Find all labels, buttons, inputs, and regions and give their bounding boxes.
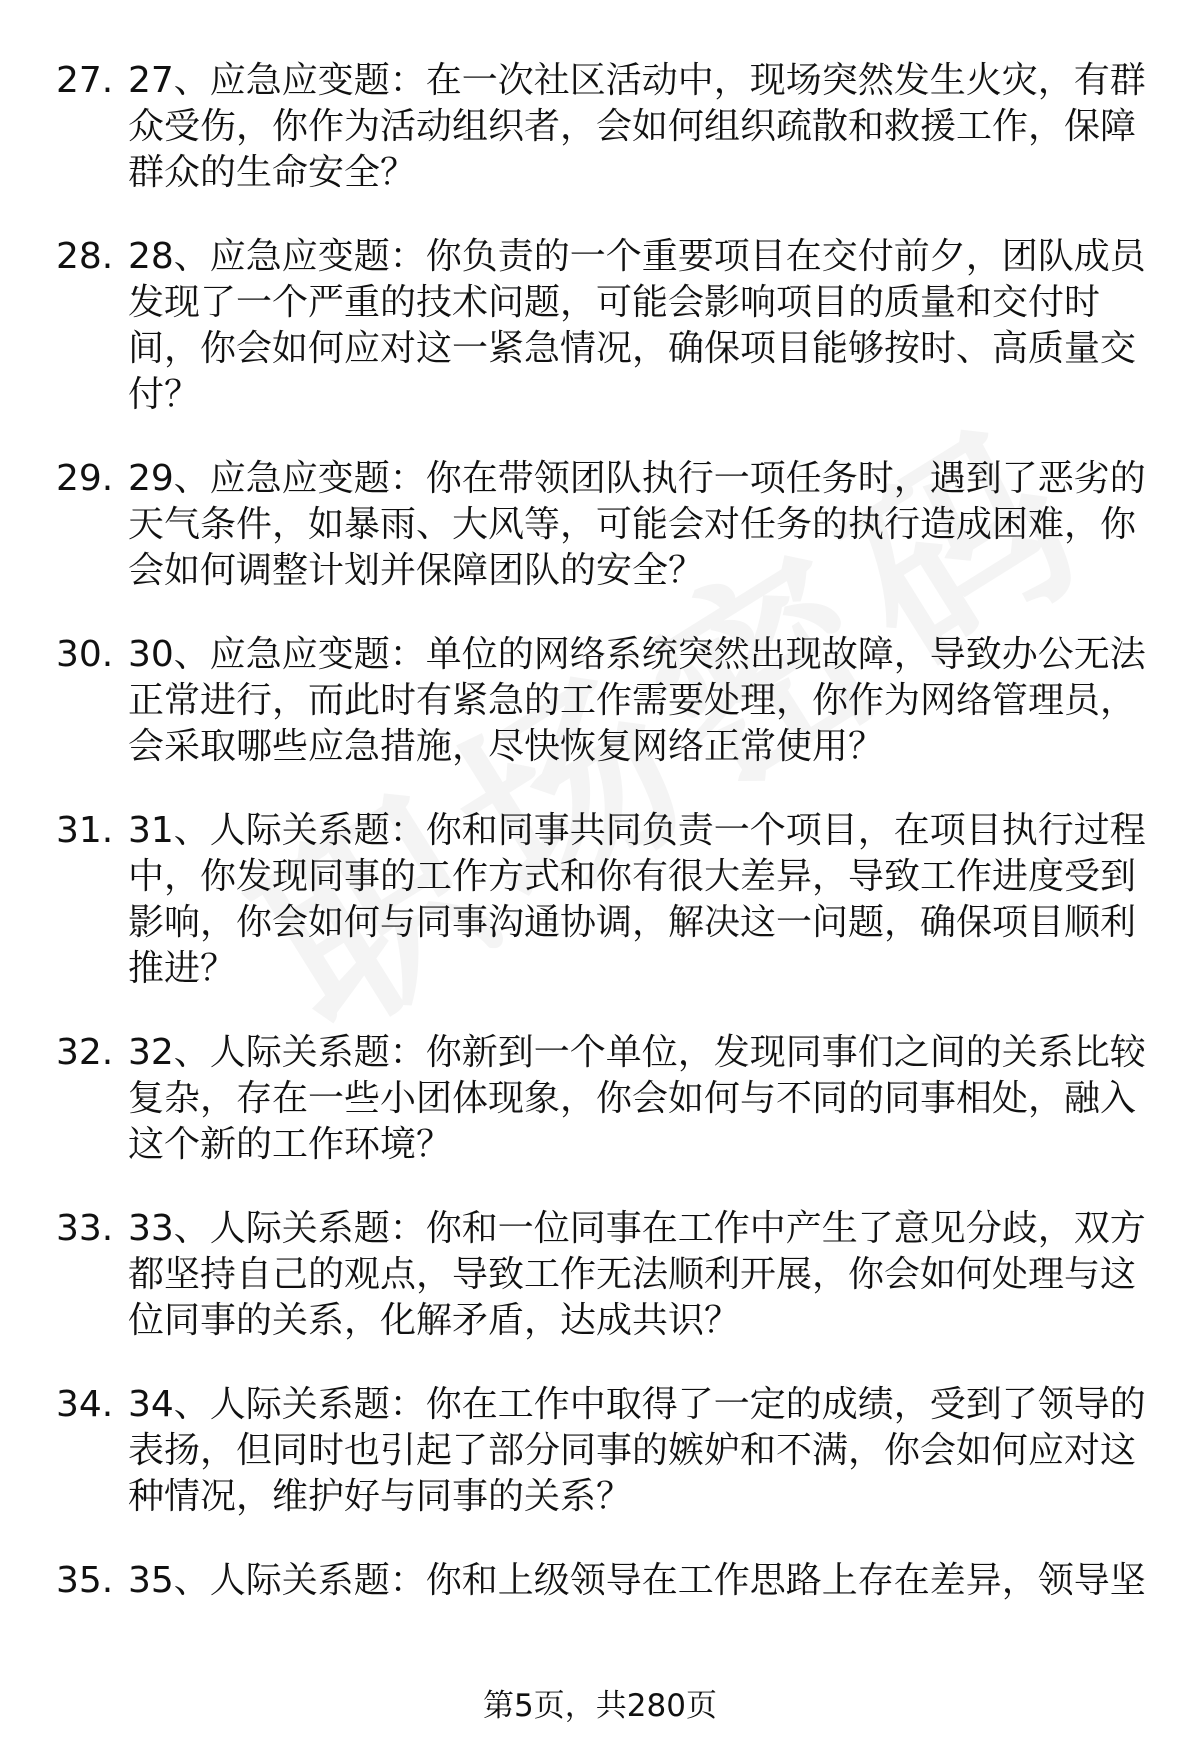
question-text: 28、应急应变题：你负责的一个重要项目在交付前夕，团队成员发现了一个严重的技术问题，可能会影响项目的质量和交付时间，你会如何应对这一紧急情况，确保项目能够按时、高质量交付？ [128,236,1146,415]
question-number: 34. [56,1384,114,1425]
question-item [56,1030,1146,1168]
question-text: 35、人际关系题：你和上级领导在工作思路上存在差异，领导坚 [128,1560,1146,1601]
question-number: 28. [56,236,114,277]
question-list [56,58,1146,1642]
question-number: 35. [56,1560,114,1601]
question-text: 29、应急应变题：你在带领团队执行一项任务时，遇到了恶劣的天气条件，如暴雨、大风等，可能会对任务的执行造成困难，你会如何调整计划并保障团队的安全？ [128,458,1146,591]
question-number: 27. [56,60,114,101]
question-text: 33、人际关系题：你和一位同事在工作中产生了意见分歧，双方都坚持自己的观点，导致工作无法顺利开展，你会如何处理与这位同事的关系，化解矛盾，达成共识？ [128,1208,1146,1341]
question-number: 30. [56,634,114,675]
question-item [56,1206,1146,1344]
page-footer: 第5页，共280页 [483,1688,717,1724]
question-text: 31、人际关系题：你和同事共同负责一个项目，在项目执行过程中，你发现同事的工作方式和你有很大差异，导致工作进度受到影响，你会如何与同事沟通协调，解决这一问题，确保项目顺利推进？ [128,810,1146,989]
question-item [56,1382,1146,1520]
question-number: 32. [56,1032,114,1073]
question-number: 29. [56,458,114,499]
question-text: 32、人际关系题：你新到一个单位，发现同事们之间的关系比较复杂，存在一些小团体现象，你会如何与不同的同事相处，融入这个新的工作环境？ [128,1032,1146,1165]
question-item [56,234,1146,418]
question-text: 34、人际关系题：你在工作中取得了一定的成绩，受到了领导的表扬，但同时也引起了部分同事的嫉妒和不满，你会如何应对这种情况，维护好与同事的关系？ [128,1384,1146,1517]
question-number: 31. [56,810,114,851]
question-item [56,632,1146,770]
question-text: 30、应急应变题：单位的网络系统突然出现故障，导致办公无法正常进行，而此时有紧急的工作需要处理，你作为网络管理员，会采取哪些应急措施，尽快恢复网络正常使用？ [128,634,1146,767]
question-number: 33. [56,1208,114,1249]
question-item [56,1558,1146,1604]
question-item [56,456,1146,594]
question-text: 27、应急应变题：在一次社区活动中，现场突然发生火灾，有群众受伤，你作为活动组织者，会如何组织疏散和救援工作，保障群众的生命安全？ [128,60,1146,193]
question-item [56,58,1146,196]
question-item [56,808,1146,992]
